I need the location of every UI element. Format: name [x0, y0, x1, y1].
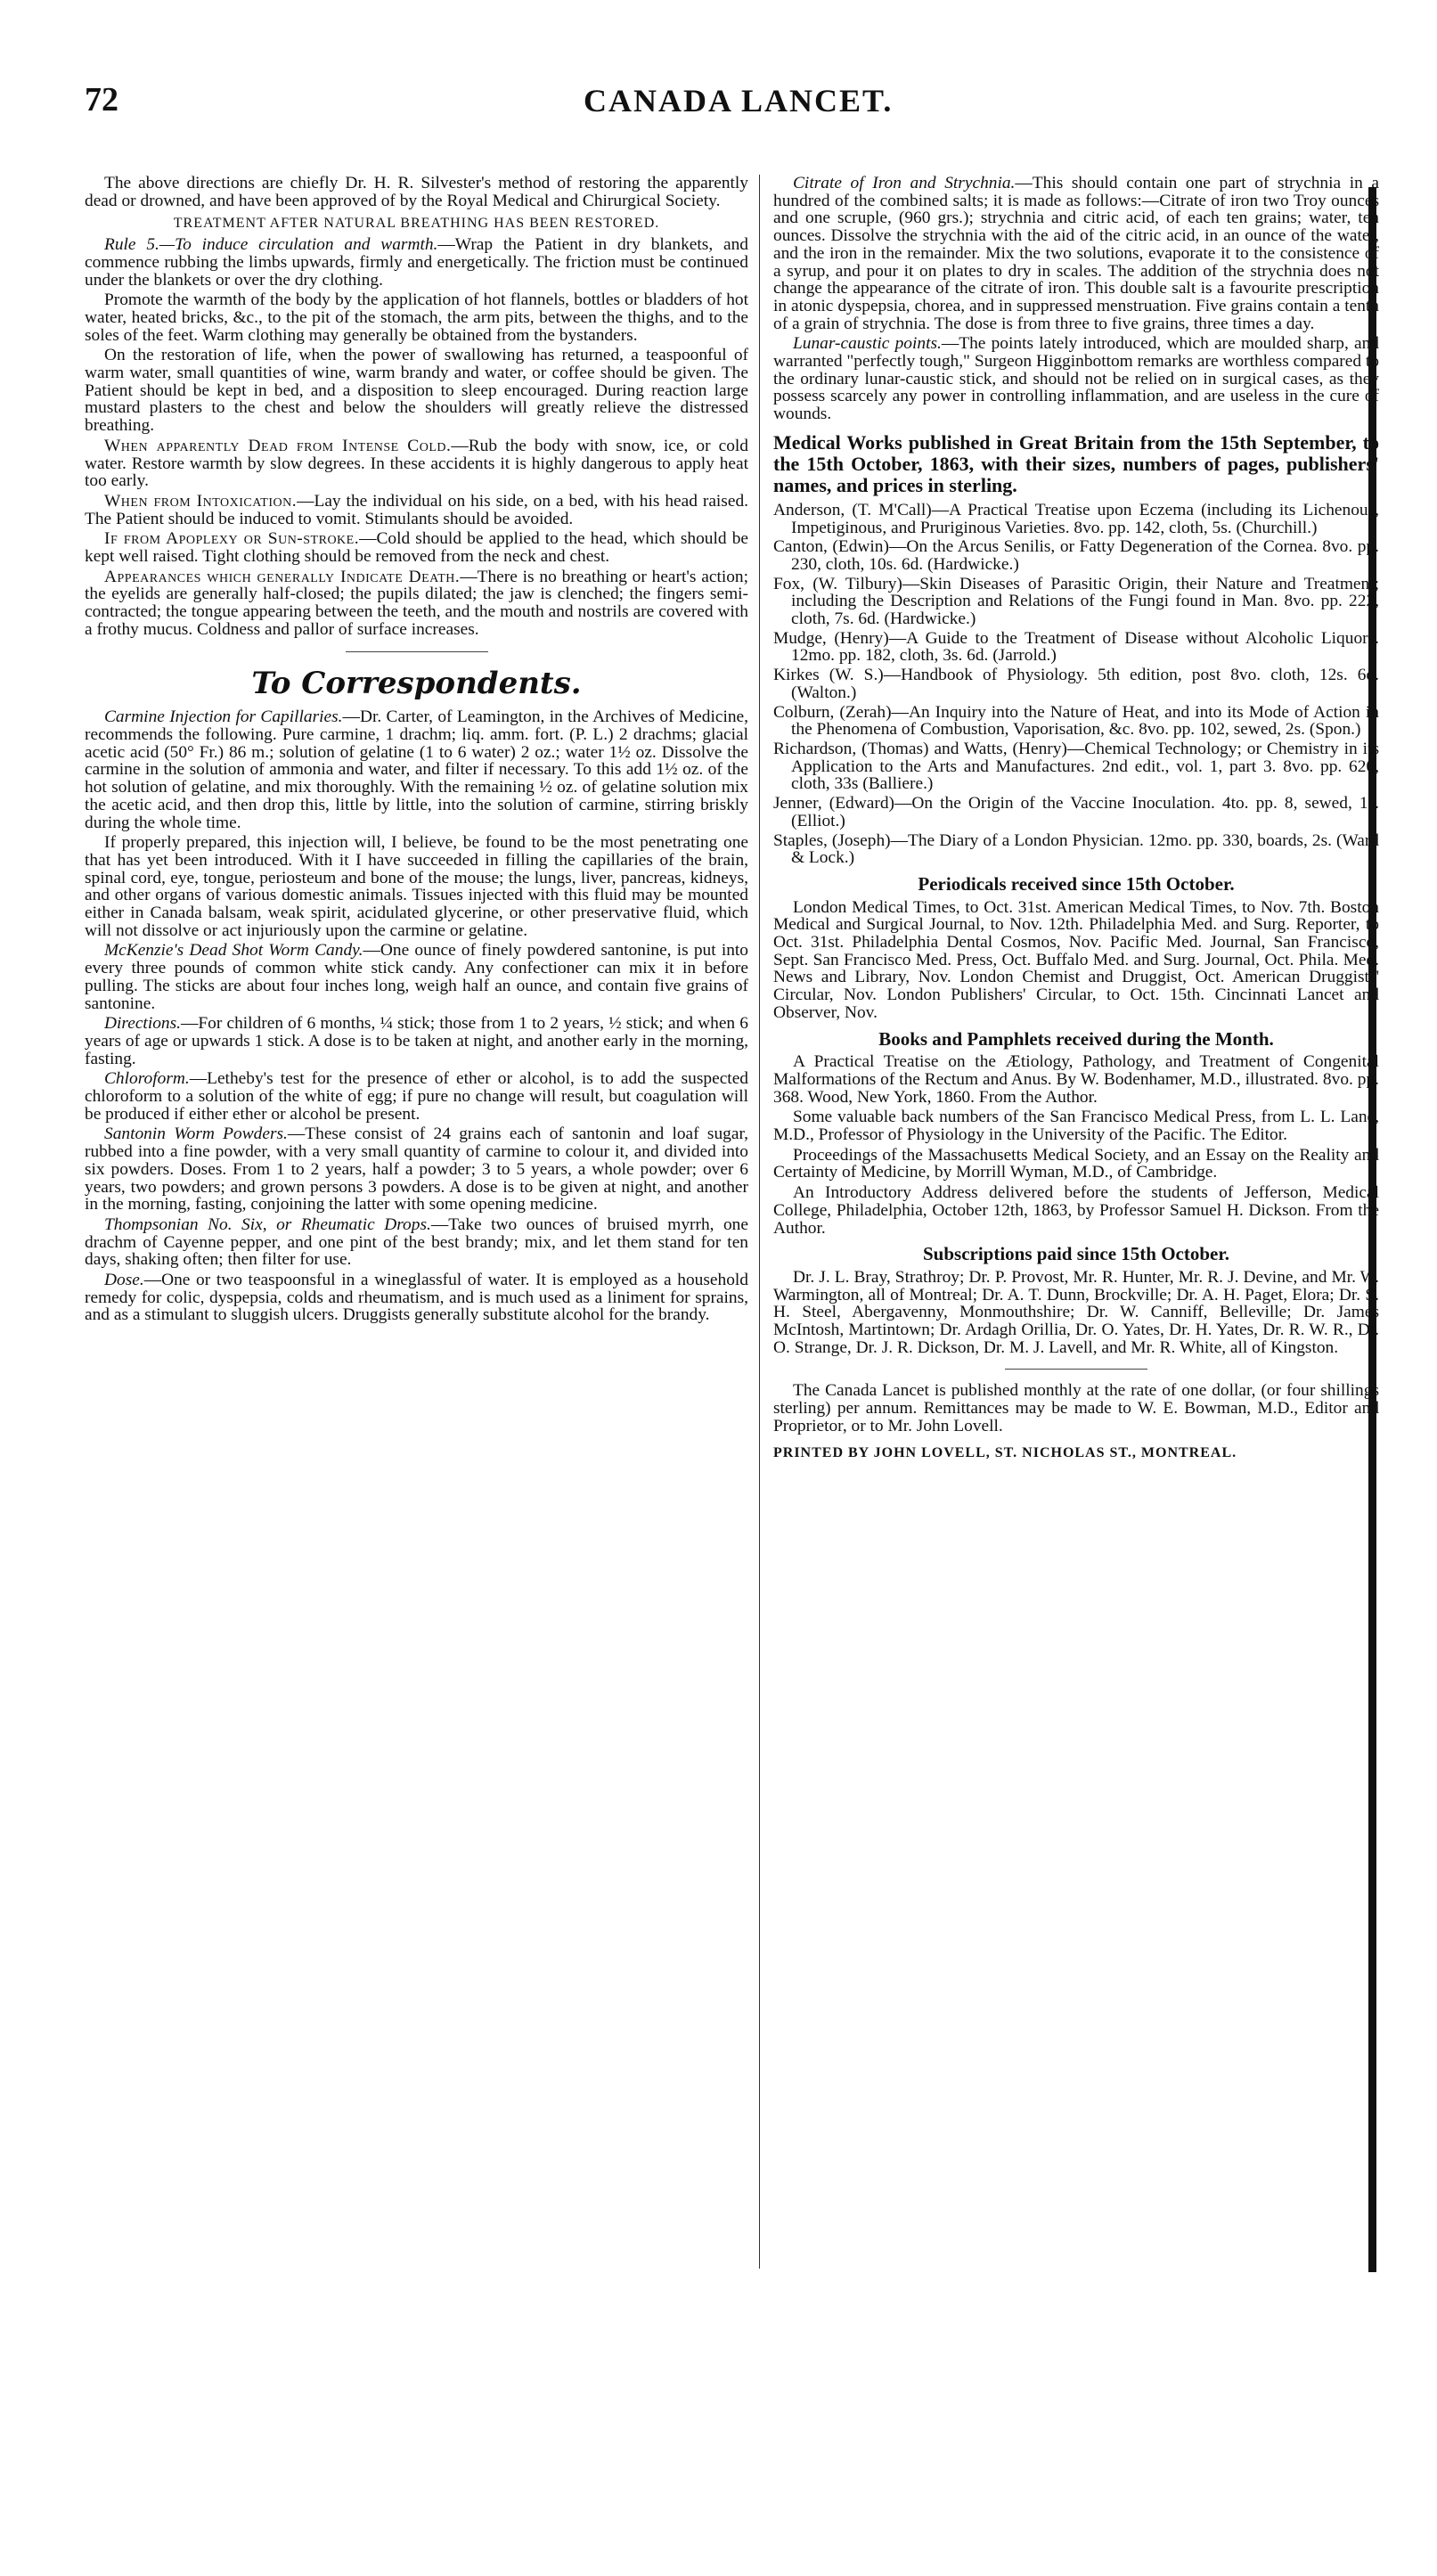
directions-paragraph [85, 1015, 748, 1067]
subscriptions-heading: Subscriptions paid since 15th October. [922, 1243, 1230, 1265]
intoxication-paragraph [85, 493, 748, 527]
section-rule [1005, 1369, 1147, 1370]
chloroform-paragraph [85, 1070, 748, 1123]
paragraph-text: —This should contain one part of strychnia in a hundred of the combined salts; it is made as follows:—Citrate of iron two Troy ounces and one scruple, (960 grs.); strychnia and citric acid, of each ten grains; water, ten ounces. Dissolve the strychnia with the aid of the citric acid, in an ounce of the water, and the iron in the remainder. Mix the two solutions, evaporate it to the consistence of a syrup, and pour it on plates to dry in scales. The addition of the strychnia does not change the appearance of the citrate of iron. This double salt is a favourite prescription in atonic dyspepsia, chorea, and in suppressed menstruation. Five grains contain a tenth of a grain of strychnia. The dose is from three to five grains, three times a day. [773, 174, 1380, 333]
medical-works-list [773, 502, 1379, 867]
books-paragraph-2: Some valuable back numbers of the San Francisco Medical Press, from L. L. Lane, M.D., Professor of Physiology in the University of the Pacific. The Editor. [773, 1108, 1379, 1145]
cold-paragraph [85, 438, 748, 490]
books-paragraph-4: An Introductory Address delivered before the students of Jefferson, Medical College, Philadelphia, October 12th, 1863, by Professor Samuel H. Dickson. From the Author. [773, 1183, 1379, 1238]
list-item: Mudge, (Henry)—A Guide to the Treatment of Disease without Alcoholic Liquors. 12mo. pp. 182, cloth, 3s. 6d. (Jarrold.) [773, 628, 1379, 666]
paragraph-text: —One ounce of finely powdered santonine, is put into every three pounds of common white stick candy. Any confectioner can mix it in before pulling. The sticks are about four inches long, weigh half an ounce, and contain five grains of santonine. [85, 941, 748, 1013]
books-paragraph-1: A Practical Treatise on the Ætiology, Pathology, and Treatment of Congenital Malformations of the Rectum and Anus. By W. Bodenhamer, M.D., illustrated. 8vo. pp. 368. Wood, New York, 1860. From the Author. [773, 1052, 1379, 1107]
printer-imprint: PRINTED BY JOHN LOVELL, ST. NICHOLAS ST., MONTREAL. [773, 1444, 1237, 1460]
run-in-heading: Thompsonian No. Six, or Rheumatic Drops. [104, 1214, 431, 1234]
carmine-paragraph [85, 708, 748, 831]
section-rule [346, 651, 488, 652]
books-paragraph-3: Proceedings of the Massachusetts Medical Society, and an Essay on the Reality and Certainty of Medicine, by Morrill Wyman, M.D., of Cambridge. [773, 1145, 1379, 1182]
run-in-heading: Santonin Worm Powders. [104, 1124, 288, 1144]
page-header [85, 80, 1368, 125]
apoplexy-paragraph [85, 530, 748, 565]
paragraph-text: —Rub the body with snow, ice, or cold water. Restore warmth by slow degrees. In these accidents it is highly dangerous to apply heat too early. [85, 436, 748, 491]
list-item: Staples, (Joseph)—The Diary of a London Physician. 12mo. pp. 330, boards, 2s. (Ward & Lock.) [773, 830, 1379, 868]
paragraph-text: —For children of 6 months, ¼ stick; those from 1 to 2 years, ½ stick; and when 6 years of age or upwards 1 stick. A dose is to be taken at night, and another early in the morning, fasting. [85, 1014, 748, 1068]
run-in-heading: McKenzie's Dead Shot Worm Candy. [104, 941, 363, 961]
paragraph-text: —One or two teaspoonsful in a wineglassful of water. It is employed as a household remedy for colic, dyspepsia, colds and rheumatism, and is much used as a liniment for sprains, and as a stimulant to sluggish ulcers. Druggists generally substitute alcohol for the brandy. [85, 1271, 748, 1325]
list-item: Colburn, (Zerah)—An Inquiry into the Nature of Heat, and into its Mode of Action in the Phenomena of Combustion, Vaporisation, &c. 8vo. pp. 102, sewed, 2s. (Spon.) [773, 702, 1379, 740]
worm-candy-paragraph [85, 942, 748, 1012]
citrate-paragraph [773, 175, 1379, 332]
section-heading-treatment: TREATMENT AFTER NATURAL BREATHING HAS BEEN RESTORED. [173, 216, 660, 232]
books-heading: Books and Pamphlets received during the Month. [878, 1027, 1274, 1050]
intro-paragraph: The above directions are chiefly Dr. H. R. Silvester's method of restoring the apparently dead or drowned, and have been approved of by the Royal Medical and Chirurgical Society. [85, 174, 748, 210]
list-item: Kirkes (W. S.)—Handbook of Physiology. 5th edition, post 8vo. cloth, 12s. 6d. (Walton.) [773, 666, 1379, 702]
run-in-heading: Lunar-caustic points. [793, 334, 942, 354]
list-item: Fox, (W. Tilbury)—Skin Diseases of Parasitic Origin, their Nature and Treatment; including the Description and Relations of the Fungi found in Man. 8vo. pp. 222, cloth, 7s. 6d. (Hardwicke.) [773, 574, 1379, 629]
paragraph-text: —Letheby's test for the presence of ether or alcohol, is to add the suspected chloroform to a solution of the white of egg; if pure no change will result, but coagulation will be produced if either ether or alcohol be present. [85, 1069, 748, 1124]
paragraph-text: —The points lately introduced, which are moulded sharp, and warranted "perfectly tough," Surgeon Higginbottom remarks are worthless compared to the ordinary lunar-caustic stick, and should not be relied on in surgical cases, as they possess scarcely any power in controlling inflammation, and are useless in the cure of wounds. [773, 334, 1380, 424]
page-number: 72 [85, 81, 118, 119]
run-in-heading: Directions. [104, 1014, 181, 1034]
paragraph-text: —Take two ounces of bruised myrrh, one drachm of Cayenne pepper, and one pint of the best brandy; mix, and let them stand for ten days, shaking often; then filter for use. [85, 1214, 748, 1270]
list-item: Jenner, (Edward)—On the Origin of the Vaccine Inoculation. 4to. pp. 8, sewed, 1s. (Elliot.) [773, 794, 1379, 830]
paragraph-text: —Dr. Carter, of Leamington, in the Archives of Medicine, recommends the following. Pure carmine, 1 drachm; liq. amm. fort. (P. L.) 2 drachms; glacial acetic acid (50° Fr.) 86 m.; solution of gelatine (1 to 6 water) 2 oz.; water 1½ oz. Dissolve the carmine in the solution of ammonia and water, and filter if necessary. To this add 1½ oz. of the hot solution of gelatine, and mix thoroughly. With the remaining ½ oz. of gelatine solution mix the acetic acid, and then drop this, little by little, into the solution of carmine, stirring briskly during the whole time. [85, 707, 748, 832]
run-in-heading: Citrate of Iron and Strychnia. [793, 174, 1016, 192]
subscriptions-paragraph: Dr. J. L. Bray, Strathroy; Dr. P. Provost, Mr. R. Hunter, Mr. R. J. Devine, and Mr. W. Warmington, all of Montreal; Dr. A. T. Dunn, Brockville; Dr. A. H. Paget, Elora; Dr. S. H. Steel, Abergavenny, Monmouthshire; Dr. W. Canniff, Belleville; Dr. James McIntosh, Martintown; Dr. Ardagh Orillia, Dr. O. Yates, Dr. H. Yates, Dr. R. W. R., Dr. O. Strange, Dr. J. R. Dickson, Dr. M. J. Lavell, and Mr. R. White, all of Kingston. [773, 1267, 1379, 1357]
run-in-heading: When apparently Dead from Intense Cold. [104, 436, 452, 455]
santonin-paragraph [85, 1125, 748, 1214]
death-signs-paragraph [85, 568, 748, 639]
carmine-paragraph-2: If properly prepared, this injection will, I believe, be found to be the most penetrating one that has yet been introduced. With it I have succeeded in filling the capillaries of the brain, spinal cord, eye, tongue, periosteum and bone of the mouse; the lungs, liver, pancreas, kidneys, and other organs of various domestic animals. Tissues injected with this fluid may be mounted either in Canada balsam, weak spirit, acidulated glycerine, or other preservative fluid, which will not dissolve or act injuriously upon the carmine or gelatine. [85, 833, 748, 940]
list-item: Richardson, (Thomas) and Watts, (Henry)—Chemical Technology; or Chemistry in its Application to the Arts and Manufactures. 2nd edit., vol. 1, part 3. 8vo. pp. 620, cloth, 33s (Balliere.) [773, 739, 1379, 794]
periodicals-paragraph: London Medical Times, to Oct. 31st. American Medical Times, to Nov. 7th. Boston Medical and Surgical Journal, to Nov. 12th. Philadelphia Med. and Surg. Reporter, to Oct. 31st. Philadelphia Dental Cosmos, Nov. Pacific Med. Journal, San Francisco, Sept. San Francisco Med. Press, Oct. Buffalo Med. and Surg. Journal, Oct. Phila. Med. News and Library, Nov. London Chemist and Druggist, Oct. American Druggists' Circular, Nov. London Publishers' Circular, to Oct. 15th. Cincinnati Lancet and Observer, Nov. [773, 897, 1379, 1022]
paragraph-text: —Cold should be applied to the head, which should be kept well raised. Tight clothing should be removed from the neck and chest. [85, 529, 749, 567]
run-in-heading: Carmine Injection for Capillaries. [104, 707, 343, 727]
publication-notice: The Canada Lancet is published monthly at the rate of one dollar, (or four shillings sterling) per annum. Remittances may be made to W. E. Bowman, M.D., Editor and Proprietor, or to Mr. John Lovell. [773, 1381, 1379, 1435]
paragraph-text: —There is no breathing or heart's action; the eyelids are generally half-closed; the pupils dilated; the jaw is clenched; the fingers semi-contracted; the tongue appearing between the teeth, and the mouth and nostrils are covered with a frothy mucus. Coldness and pallor of surface increases. [85, 567, 748, 639]
rule-5-paragraph [85, 236, 748, 289]
thompsonian-paragraph [85, 1216, 748, 1269]
right-column [773, 175, 1379, 1464]
journal-title: CANADA LANCET. [584, 83, 894, 119]
left-column [85, 175, 748, 1327]
paragraph-text: —Lay the individual on his side, on a bed, with his head raised. The Patient should be induced to vomit. Stimulants should be avoided. [85, 491, 749, 528]
run-in-heading: When from Intoxication. [104, 491, 298, 511]
run-in-heading: Dose. [104, 1271, 144, 1290]
medical-works-heading: Medical Works published in Great Britain from the 15th September, to the 15th October, 1863, with their sizes, numbers of pages, publishers' names, and prices in sterling. [773, 430, 1379, 496]
restoration-paragraph: On the restoration of life, when the power of swallowing has returned, a teaspoonful of warm water, small quantities of wine, warm brandy and water, or coffee should be given. The Patient should be kept in bed, and a disposition to sleep encouraged. During reaction large mustard plasters to the chest and below the shoulders will greatly relieve the distressed breathing. [85, 346, 748, 436]
column-divider [759, 175, 760, 2269]
list-item: Anderson, (T. M'Call)—A Practical Treatise upon Eczema (including its Lichenous, Impetiginous, and Pruriginous Varieties. 8vo. pp. 142, cloth, 5s. (Churchill.) [773, 500, 1379, 537]
dose-paragraph [85, 1272, 748, 1324]
correspondents-heading: To Correspondents. [251, 665, 582, 701]
periodicals-heading: Periodicals received since 15th October. [918, 872, 1235, 895]
run-in-heading: Rule 5.—To induce circulation and warmth. [104, 235, 438, 255]
lunar-caustic-paragraph [773, 335, 1379, 423]
paragraph-text: —These consist of 24 grains each of santonin and loaf sugar, rubbed into a fine powder, with a very small quantity of carmine to colour it, and divided into six powders. Doses. From 1 to 2 years, half a powder; 3 to 5 years, a whole powder; over 6 years, two powders; and grown persons 3 powders. A dose is to be given at night, and another in the morning, fasting, conjoining the latter with some opening medicine. [85, 1124, 748, 1214]
run-in-heading: If from Apoplexy or Sun-stroke. [104, 529, 360, 549]
run-in-heading: Chloroform. [104, 1069, 190, 1089]
run-in-heading: Appearances which generally Indicate Death. [104, 567, 461, 586]
list-item: Canton, (Edwin)—On the Arcus Senilis, or Fatty Degeneration of the Cornea. 8vo. pp. 230, cloth, 10s. 6d. (Hardwicke.) [773, 537, 1379, 574]
paragraph-text: —Wrap the Patient in dry blankets, and commence rubbing the limbs upwards, firmly and energetically. The friction must be continued under the blankets or over the dry clothing. [85, 235, 748, 290]
warmth-paragraph: Promote the warmth of the body by the application of hot flannels, bottles or bladders of hot water, heated bricks, &c., to the pit of the stomach, the arm pits, between the thighs, and to the soles of the feet. Warm clothing may generally be obtained from the bystanders. [85, 290, 748, 345]
